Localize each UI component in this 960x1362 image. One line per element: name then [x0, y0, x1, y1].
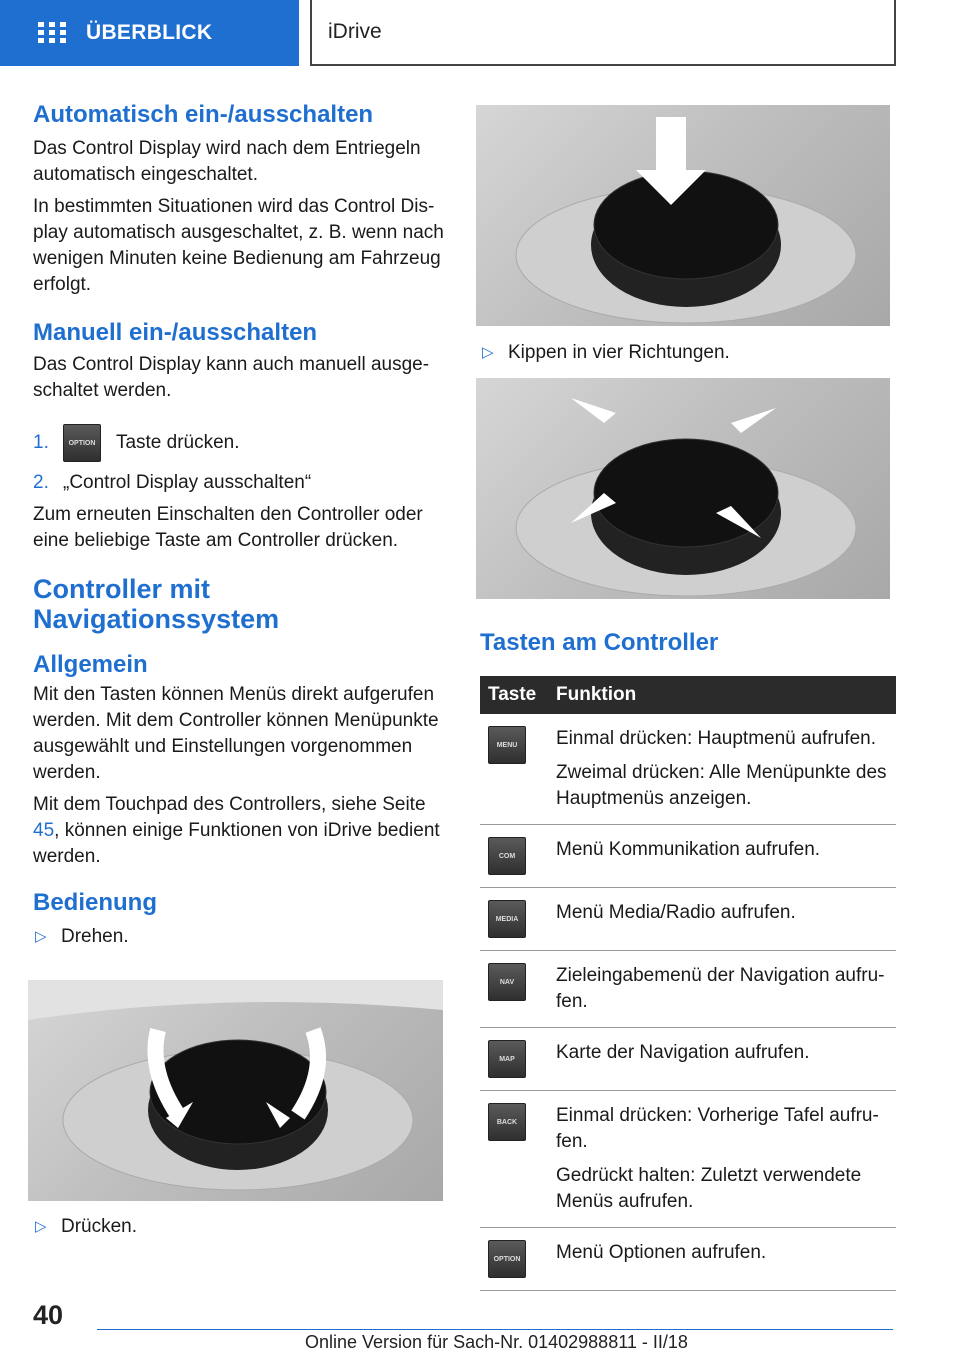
column-function: Funktion: [548, 676, 896, 714]
table-row: [480, 1028, 896, 1091]
row-text: Menü Media/Radio aufrufen.: [556, 902, 796, 923]
step-1-text: Taste drücken.: [115, 432, 240, 454]
row-text: Zieleingabemenü der Navigation aufru-fen.: [556, 965, 885, 1012]
map-key-icon: MAP: [488, 1040, 526, 1078]
table-row: [480, 1091, 896, 1228]
back-key-icon: BACK: [488, 1103, 526, 1141]
bullet-turn: [33, 924, 448, 950]
general-paragraph-2: [33, 792, 448, 870]
footer-divider: [97, 1329, 893, 1330]
bullet-tilt: [480, 340, 896, 366]
table-row: [480, 888, 896, 951]
row-text: Karte der Navigation aufrufen.: [556, 1042, 810, 1063]
page-number: 40: [33, 1300, 64, 1330]
keys-table-header: [480, 676, 896, 714]
left-column: [33, 100, 448, 950]
controller-turn-photo: [28, 980, 443, 1201]
step-2: [33, 470, 448, 496]
bullet-press-text: Drücken.: [61, 1216, 138, 1237]
row-text: Gedrückt halten: Zuletzt verwendete Menüs aufrufen.: [556, 1165, 862, 1212]
controller-heading-line-1: Controller mit: [33, 574, 211, 604]
page-link-45[interactable]: 45: [33, 820, 55, 841]
operation-heading: Bedienung: [33, 889, 157, 916]
row-text: Menü Optionen aufrufen.: [556, 1242, 767, 1263]
triangle-bullet-icon: ▷: [35, 1218, 47, 1235]
row-text: Zweimal drücken: Alle Menüpunkte des Hauptmenüs anzeigen.: [556, 762, 887, 809]
section-tab[interactable]: [0, 0, 299, 66]
online-version-note: Online Version für Sach-Nr. 01402988811 - II/18: [305, 1332, 688, 1352]
step-1-number: 1.: [33, 432, 49, 453]
com-key-icon: COM: [488, 837, 526, 875]
keys-heading: Tasten am Controller: [480, 629, 719, 656]
manual-paragraph-1: Das Control Display kann auch manuell ausge-schaltet werden.: [33, 354, 430, 401]
controller-tilt-photo: [476, 378, 890, 599]
option-key-icon: OPTION: [488, 1240, 526, 1278]
nav-key-icon: NAV: [488, 963, 526, 1001]
row-text: Einmal drücken: Hauptmenü aufrufen.: [556, 728, 877, 749]
option-key-icon: OPTION: [63, 424, 101, 462]
bullet-turn-text: Drehen.: [61, 926, 129, 947]
section-tab-label: ÜBERBLICK: [86, 21, 213, 44]
step-2-number: 2.: [33, 472, 49, 493]
table-row: [480, 825, 896, 888]
manual-paragraph-2: Zum erneuten Einschalten den Controller oder eine beliebige Taste am Controller drücken.: [33, 504, 423, 551]
step-2-text: „Control Display ausschalten“: [63, 472, 312, 493]
keys-table: [480, 676, 896, 1291]
manual-heading: Manuell ein-/ausschalten: [33, 319, 318, 346]
row-text: Menü Kommunikation aufrufen.: [556, 839, 821, 860]
auto-heading: Automatisch ein-/ausschalten: [33, 101, 374, 128]
bullet-press: [33, 1214, 448, 1240]
auto-paragraph-1: Das Control Display wird nach dem Entriegeln automatisch eingeschaltet.: [33, 138, 421, 185]
bullet-tilt-text: Kippen in vier Richtungen.: [508, 342, 730, 363]
column-key: Taste: [480, 676, 548, 714]
chapter-title: [310, 0, 896, 66]
general-paragraph-2-start: Mit dem Touchpad des Controllers, siehe Seite: [33, 794, 426, 815]
triangle-bullet-icon: ▷: [482, 344, 494, 361]
menu-key-icon: MENU: [488, 726, 526, 764]
general-heading: Allgemein: [33, 651, 148, 678]
controller-press-photo: [476, 105, 890, 326]
media-key-icon: MEDIA: [488, 900, 526, 938]
general-paragraph-1: Mit den Tasten können Menüs direkt aufgerufen werden. Mit dem Controller können Menüpunkte ausgewählt und Einstellungen vorgenommen werden.: [33, 684, 439, 783]
step-1: [33, 424, 448, 462]
grid-icon: [38, 22, 66, 44]
chapter-title-label: iDrive: [328, 20, 382, 43]
table-row: [480, 714, 896, 825]
general-paragraph-2-end: , können einige Funktionen von iDrive bedient werden.: [33, 820, 440, 867]
triangle-bullet-icon: ▷: [35, 928, 47, 945]
table-row: [480, 951, 896, 1028]
table-row: [480, 1228, 896, 1291]
controller-heading-line-2: Navigationssystem: [33, 604, 280, 634]
auto-paragraph-2: In bestimmten Situationen wird das Control Dis-play automatisch ausgeschaltet, z. B. wenn nach wenigen Minuten keine Bedienung am Fahrzeug erfolgt.: [33, 196, 444, 295]
row-text: Einmal drücken: Vorherige Tafel aufru-fen.: [556, 1105, 879, 1152]
